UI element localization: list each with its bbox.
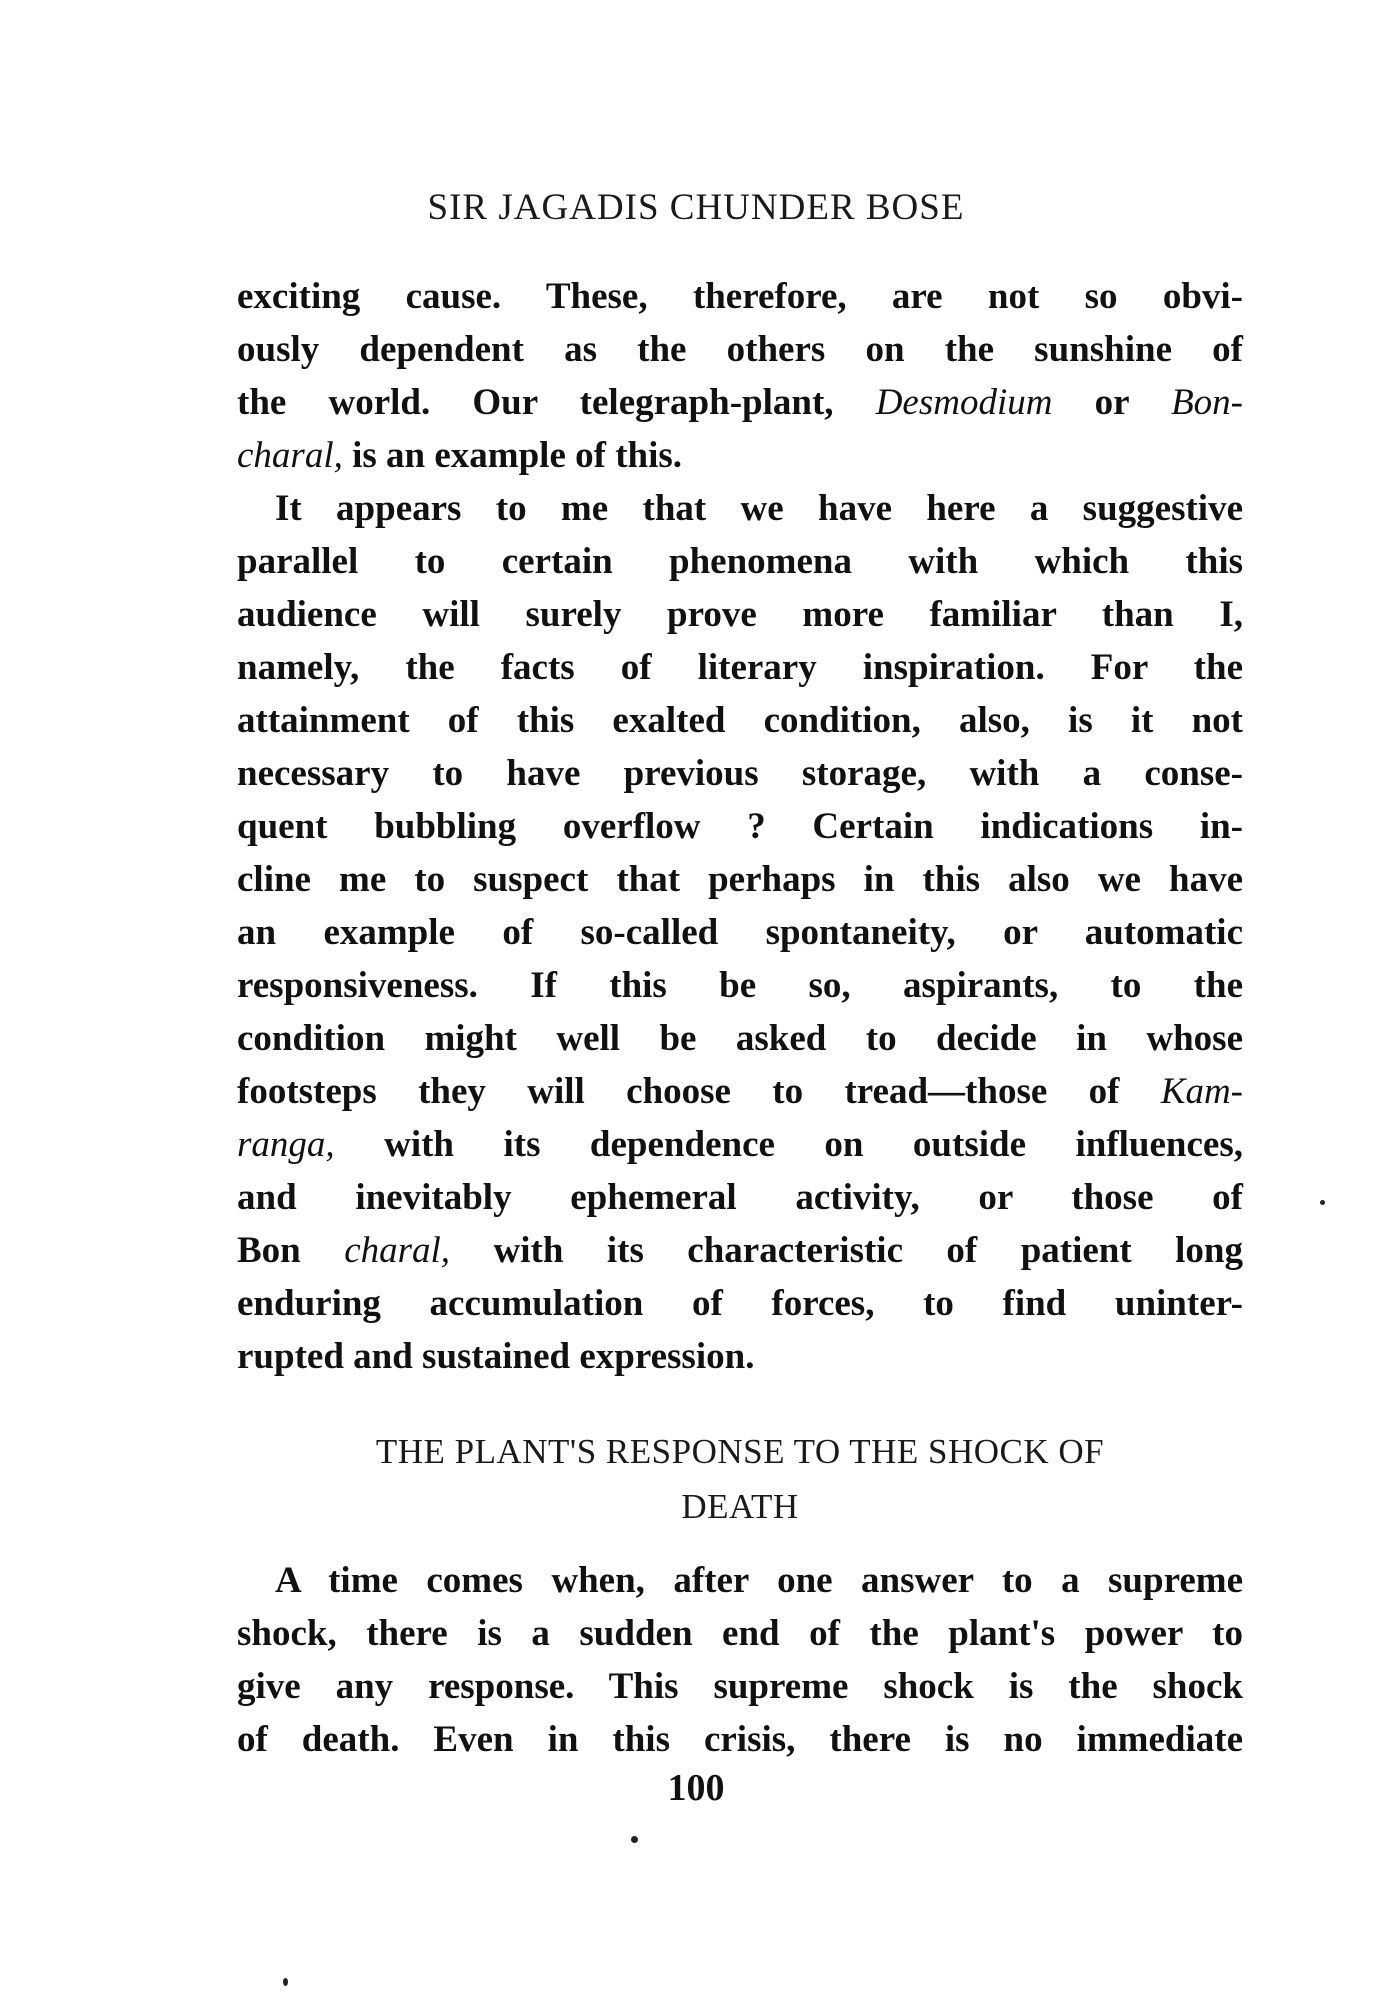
ink-speck: [283, 1978, 288, 1986]
text-line: and inevitably ephemeral activity, or those of: [237, 1177, 1243, 1218]
text-line: ously dependent as the others on the sunshine of: [237, 329, 1243, 370]
text-line: A time comes when, after one answer to a supreme: [275, 1560, 1243, 1601]
text-line: attainment of this exalted condition, also, is it not: [237, 700, 1243, 741]
text-line: rupted and sustained expression.: [237, 1336, 755, 1377]
text-line: namely, the facts of literary inspiration. For the: [237, 647, 1243, 688]
text-line: shock, there is a sudden end of the plant's power to: [237, 1613, 1243, 1654]
text-line: charal, is an example of this.: [237, 435, 683, 476]
text-line: necessary to have previous storage, with a conse-: [237, 753, 1243, 794]
ink-speck: [631, 1836, 638, 1843]
section-heading-line-2: DEATH: [681, 1487, 799, 1526]
text-line: ranga, with its dependence on outside influences,: [237, 1124, 1243, 1165]
text-line: of death. Even in this crisis, there is no immediate: [237, 1719, 1243, 1760]
text-line: It appears to me that we have here a suggestive: [275, 488, 1243, 529]
body-text-upper: [237, 270, 1243, 1383]
text-line: an example of so-called spontaneity, or automatic: [237, 912, 1243, 953]
body-text-lower: [237, 1554, 1243, 1766]
text-line: audience will surely prove more familiar than I,: [237, 594, 1243, 635]
running-head: SIR JAGADIS CHUNDER BOSE: [427, 187, 965, 228]
section-heading-line-1: THE PLANT'S RESPONSE TO THE SHOCK OF: [375, 1432, 1105, 1471]
text-line: parallel to certain phenomena with which this: [237, 541, 1243, 582]
text-line: cline me to suspect that perhaps in this also we have: [237, 859, 1243, 900]
text-line: the world. Our telegraph-plant, Desmodium or Bon-: [237, 382, 1243, 423]
text-line: give any response. This supreme shock is the shock: [237, 1666, 1243, 1707]
text-line: quent bubbling overflow ? Certain indications in-: [237, 806, 1243, 847]
text-line: footsteps they will choose to tread—those of Kam-: [237, 1071, 1243, 1112]
text-line: Bon charal, with its characteristic of patient long: [237, 1230, 1243, 1271]
page-number: 100: [667, 1767, 725, 1809]
text-line: responsiveness. If this be so, aspirants, to the: [237, 965, 1243, 1006]
text-line: enduring accumulation of forces, to find uninter-: [237, 1283, 1243, 1324]
text-line: condition might well be asked to decide in whose: [237, 1018, 1243, 1059]
text-line: exciting cause. These, therefore, are not so obvi-: [237, 276, 1243, 317]
ink-speck: [1320, 1200, 1325, 1205]
